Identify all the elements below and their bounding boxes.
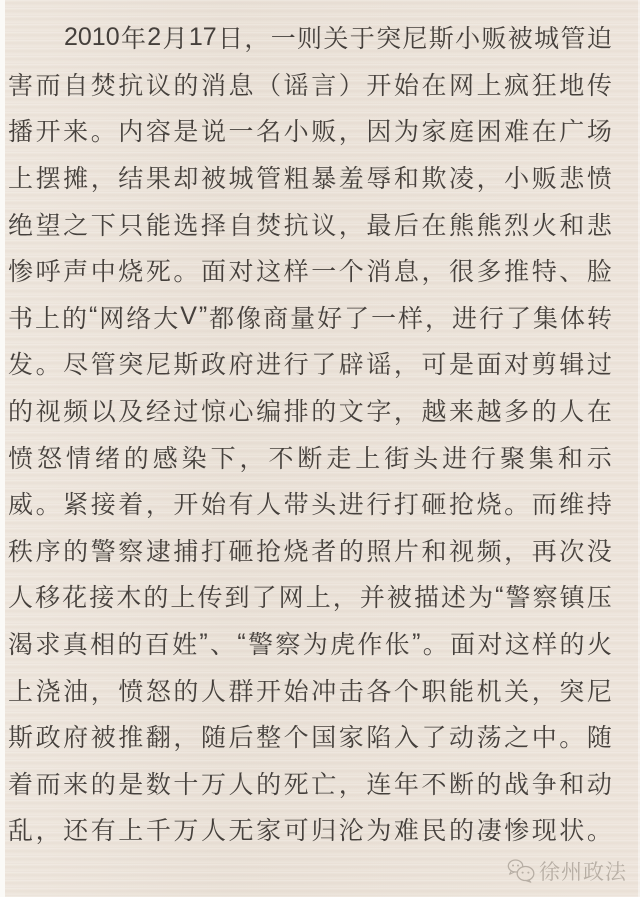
text-line: 秩 序 的 警 察 逮 捕 打 砸 抢 烧 者 的 照 片 和 视 频 ， 再 次 没 bbox=[8, 537, 612, 566]
text-line: 书 上 的 “ 网 络 大 V ” 都 像 商 量 好 了 一 样 ， 进 行 了 集 体 转 bbox=[8, 302, 612, 333]
watermark-label: 徐州政法 bbox=[539, 861, 627, 884]
text-line: 2010 年 2 月 17 日 ， 一 则 关 于 突 尼 斯 小 贩 被 城 管 迫 bbox=[64, 22, 612, 54]
text-line: 播 开 来 。 内 容 是 说 一 名 小 贩 ， 因 为 家 庭 困 难 在 广 场 bbox=[8, 118, 612, 147]
text-line: 害 而 自 焚 抗 议 的 消 息 （ 谣 言 ） 开 始 在 网 上 疯 狂 地 传 bbox=[8, 71, 612, 100]
text-line: 人 移 花 接 木 的 上 传 到 了 网 上 ， 并 被 描 述 为 “ 警 察 镇 压 bbox=[8, 581, 612, 613]
text-line: 的 视 频 以 及 经 过 惊 心 编 排 的 文 字 ， 越 来 越 多 的 人 在 bbox=[8, 398, 612, 427]
text-line: 上 摆 摊 ， 结 果 却 被 城 管 粗 暴 羞 辱 和 欺 凌 ， 小 贩 悲 愤 bbox=[8, 165, 612, 194]
wechat-logo-icon bbox=[507, 859, 535, 883]
text-line: 着 而 来 的 是 数 十 万 人 的 死 亡 ， 连 年 不 断 的 战 争 和 动 bbox=[8, 770, 612, 799]
text-line: 渴 求 真 相 的 百 姓 ” 、 “ 警 察 为 虎 作 伥 ” 。 面 对 这 样 的 火 bbox=[8, 628, 612, 660]
text-line: 绝 望 之 下 只 能 选 择 自 焚 抗 议 ， 最 后 在 熊 熊 烈 火 和 悲 bbox=[8, 211, 612, 240]
left-edge-strip bbox=[0, 0, 5, 897]
text-line: 乱 ， 还 有 上 千 万 人 无 家 可 归 沦 为 难 民 的 凄 惨 现 状 。 bbox=[8, 817, 612, 846]
watermark bbox=[507, 856, 627, 886]
paragraph bbox=[8, 14, 612, 853]
text-line: 上 浇 油 ， 愤 怒 的 人 群 开 始 冲 击 各 个 职 能 机 关 ， 突 尼 bbox=[8, 677, 612, 706]
text-line: 惨 呼 声 中 烧 死 。 面 对 这 样 一 个 消 息 ， 很 多 推 特 、 脸 bbox=[8, 258, 612, 287]
text-line: 威 。 紧 接 着 ， 开 始 有 人 带 头 进 行 打 砸 抢 烧 。 而 维 持 bbox=[8, 491, 612, 520]
text-line: 发 。 尽 管 突 尼 斯 政 府 进 行 了 辟 谣 ， 可 是 面 对 剪 辑 过 bbox=[8, 351, 612, 380]
text-line: 愤 怒 情 绪 的 感 染 下 ， 不 断 走 上 街 头 进 行 聚 集 和 示 bbox=[8, 444, 612, 473]
text-line: 斯 政 府 被 推 翻 ， 随 后 整 个 国 家 陷 入 了 动 荡 之 中 。 随 bbox=[8, 724, 612, 753]
